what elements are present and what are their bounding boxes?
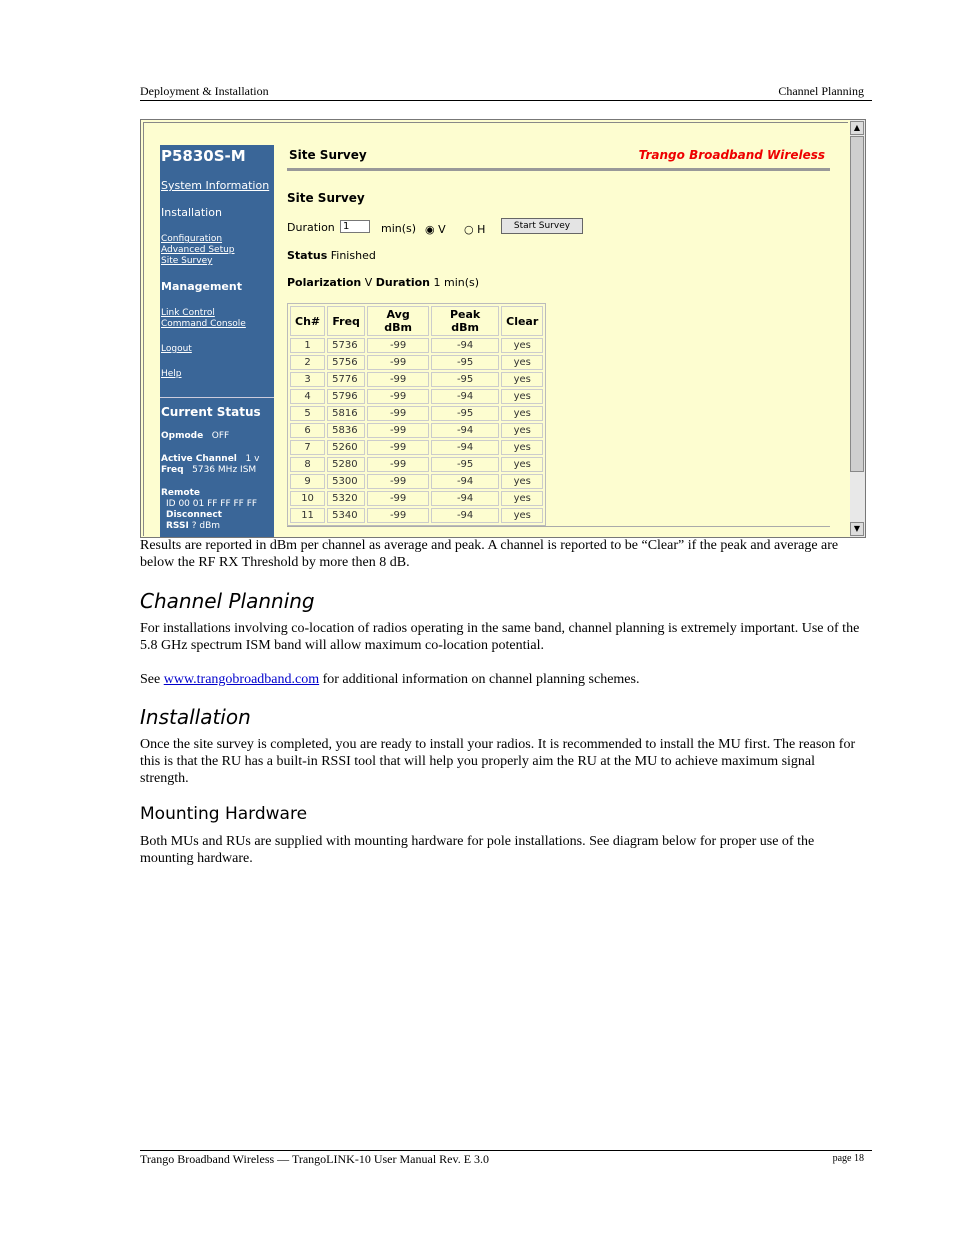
table-cell: 5300 — [327, 474, 365, 489]
table-row — [290, 389, 543, 404]
see-prefix: See — [140, 672, 161, 687]
table-cell: -99 — [367, 372, 429, 387]
table-row — [290, 423, 543, 438]
title-divider — [287, 168, 830, 171]
column-header: Peak dBm — [431, 306, 499, 336]
table-cell: yes — [501, 508, 543, 523]
table-cell: -94 — [431, 423, 499, 438]
table-row — [290, 491, 543, 506]
table-cell: 6 — [290, 423, 325, 438]
table-cell: 2 — [290, 355, 325, 370]
sidebar-item-help[interactable]: Help — [161, 369, 182, 379]
table-cell: yes — [501, 491, 543, 506]
table-cell: 5280 — [327, 457, 365, 472]
freq-value: 5736 MHz ISM — [192, 465, 257, 475]
table-cell: -99 — [367, 474, 429, 489]
table-cell: -95 — [431, 457, 499, 472]
table-row — [290, 372, 543, 387]
table-cell: 5816 — [327, 406, 365, 421]
see-suffix: for additional information on channel planning schemes. — [322, 672, 640, 687]
table-header-row — [290, 306, 543, 336]
table-cell: 5776 — [327, 372, 365, 387]
sidebar-item-system-information[interactable]: System Information — [161, 179, 270, 192]
table-row — [290, 338, 543, 353]
page-number: page 18 — [832, 1153, 864, 1164]
sidebar-item-configuration[interactable]: Configuration — [161, 234, 223, 244]
scroll-down-icon[interactable]: ▼ — [850, 522, 864, 536]
page-footer — [140, 1150, 872, 1166]
table-cell: 9 — [290, 474, 325, 489]
header-left: Deployment & Installation — [140, 84, 269, 98]
heading-mounting-hardware: Mounting Hardware — [140, 804, 308, 824]
table-cell: -94 — [431, 491, 499, 506]
table-cell: 5756 — [327, 355, 365, 370]
scroll-up-icon[interactable]: ▲ — [850, 121, 864, 135]
table-cell: 3 — [290, 372, 325, 387]
table-row — [290, 355, 543, 370]
trango-link[interactable]: www.trangobroadband.com — [163, 672, 320, 687]
table-cell: yes — [501, 440, 543, 455]
table-cell: yes — [501, 389, 543, 404]
mounting-paragraph: Both MUs and RUs are supplied with mounting hardware for pole installations. See diagram below for proper use of the mounting hardware. — [140, 834, 815, 866]
opmode-label: Opmode — [161, 431, 204, 441]
remote-id: ID 00 01 FF FF FF FF — [166, 499, 258, 509]
table-cell: yes — [501, 474, 543, 489]
column-header: Avg dBm — [367, 306, 429, 336]
duration-label: Duration — [287, 221, 335, 234]
disconnect-label: Disconnect — [166, 510, 222, 520]
table-cell: 7 — [290, 440, 325, 455]
rssi-row — [166, 521, 220, 531]
page-header — [140, 84, 872, 101]
freq-label: Freq — [161, 465, 184, 475]
scroll-thumb[interactable] — [850, 136, 864, 472]
table-cell: 4 — [290, 389, 325, 404]
table-cell: -95 — [431, 355, 499, 370]
radio-selected-icon: ◉ — [425, 223, 435, 236]
table-cell: -94 — [431, 440, 499, 455]
opmode-row — [161, 431, 229, 441]
pol-duration-value: 1 min(s) — [433, 276, 480, 289]
remote-label: Remote — [161, 488, 201, 498]
table-body — [290, 338, 543, 523]
active-channel-label: Active Channel — [161, 454, 237, 464]
active-channel-value: 1 v — [245, 454, 260, 464]
table-cell: -95 — [431, 372, 499, 387]
table-cell: 1 — [290, 338, 325, 353]
sidebar-item-site-survey[interactable]: Site Survey — [161, 256, 213, 266]
page-title: Site Survey — [289, 148, 367, 162]
table-cell: yes — [501, 372, 543, 387]
sidebar-heading-management: Management — [161, 280, 242, 293]
table-cell: 5 — [290, 406, 325, 421]
table-cell: -99 — [367, 355, 429, 370]
radio-h-label: H — [477, 223, 486, 236]
table-cell: -95 — [431, 406, 499, 421]
rssi-value: ? dBm — [191, 521, 221, 531]
table-row — [290, 440, 543, 455]
table-cell: 5260 — [327, 440, 365, 455]
status-label: Status — [287, 249, 328, 262]
sidebar-item-logout[interactable]: Logout — [161, 344, 192, 354]
footer-left: Trango Broadband Wireless — TrangoLINK-10 User Manual Rev. E 3.0 — [140, 1152, 490, 1166]
status-row — [287, 249, 376, 262]
column-header: Freq — [327, 306, 365, 336]
table-cell: -94 — [431, 508, 499, 523]
table-row — [290, 406, 543, 421]
duration-unit: min(s) — [381, 222, 417, 235]
duration-input[interactable]: 1 — [340, 220, 370, 233]
site-survey-screenshot — [140, 119, 866, 538]
opmode-value: OFF — [211, 431, 230, 441]
current-status-heading: Current Status — [161, 405, 261, 419]
polarization-value: V — [364, 276, 373, 289]
table-cell: -99 — [367, 338, 429, 353]
table-cell: yes — [501, 457, 543, 472]
radio-v-label: V — [438, 223, 446, 236]
table-cell: yes — [501, 355, 543, 370]
sidebar-brand: P5830S-M — [161, 147, 246, 165]
table-cell: -99 — [367, 440, 429, 455]
results-paragraph: Results are reported in dBm per channel as average and peak. A channel is reported to be “Clear” if the peak and average are below the RF RX Threshold by more then 8 dB. — [140, 538, 839, 570]
active-channel-row — [161, 454, 259, 464]
freq-row — [161, 465, 256, 475]
pol-duration-label: Duration — [375, 276, 431, 289]
polarization-label: Polarization — [287, 276, 362, 289]
brand-logo-text: Trango Broadband Wireless — [638, 148, 825, 162]
status-value: Finished — [330, 249, 376, 262]
table-cell: 5736 — [327, 338, 365, 353]
table-cell: 8 — [290, 457, 325, 472]
see-paragraph — [140, 671, 860, 688]
polarization-row — [287, 276, 479, 289]
table-cell: 10 — [290, 491, 325, 506]
table-cell: -99 — [367, 457, 429, 472]
table-cell: -99 — [367, 389, 429, 404]
table-cell: -94 — [431, 474, 499, 489]
sidebar — [160, 145, 274, 537]
table-row — [290, 508, 543, 523]
table-cell: 5836 — [327, 423, 365, 438]
radio-h[interactable] — [464, 223, 485, 236]
table-cell: yes — [501, 423, 543, 438]
table-cell: -99 — [367, 406, 429, 421]
rssi-label: RSSI — [166, 521, 189, 531]
table-cell: -94 — [431, 389, 499, 404]
bottom-divider — [287, 526, 830, 527]
column-header: Clear — [501, 306, 543, 336]
table-row — [290, 457, 543, 472]
table-cell: 5320 — [327, 491, 365, 506]
start-survey-button[interactable]: Start Survey — [501, 218, 583, 234]
sidebar-heading-installation: Installation — [161, 206, 222, 219]
table-cell: -99 — [367, 423, 429, 438]
channel-planning-paragraph: For installations involving co-location of radios operating in the same band, channel planning is extremely important. Use of the 5.8 GHz spectrum ISM band will allow maximum co-location potential. — [140, 621, 860, 653]
sidebar-divider — [160, 397, 274, 398]
table-cell: yes — [501, 406, 543, 421]
heading-channel-planning: Channel Planning — [140, 589, 315, 613]
table-cell: 5340 — [327, 508, 365, 523]
survey-table — [287, 303, 546, 526]
radio-empty-icon: ○ — [464, 223, 474, 236]
section-title: Site Survey — [287, 191, 365, 205]
table-cell: -94 — [431, 338, 499, 353]
table-cell: 11 — [290, 508, 325, 523]
table-cell: -99 — [367, 508, 429, 523]
table-cell: yes — [501, 338, 543, 353]
sidebar-item-command-console[interactable]: Command Console — [161, 319, 246, 329]
table-row — [290, 474, 543, 489]
table-cell: 5796 — [327, 389, 365, 404]
sidebar-item-advanced-setup[interactable]: Advanced Setup — [161, 245, 235, 255]
sidebar-item-link-control[interactable]: Link Control — [161, 308, 215, 318]
installation-paragraph: Once the site survey is completed, you are ready to install your radios. It is recommended to install the MU first. The reason for this is that the RU has a built-in RSSI tool that will help you properly aim the RU at the MU to achieve maximum signal strength. — [140, 737, 856, 786]
header-right: Channel Planning — [778, 84, 864, 98]
heading-installation: Installation — [140, 705, 251, 729]
column-header: Ch# — [290, 306, 325, 336]
vertical-scrollbar[interactable] — [850, 120, 865, 537]
radio-v[interactable] — [425, 223, 446, 236]
table-cell: -99 — [367, 491, 429, 506]
